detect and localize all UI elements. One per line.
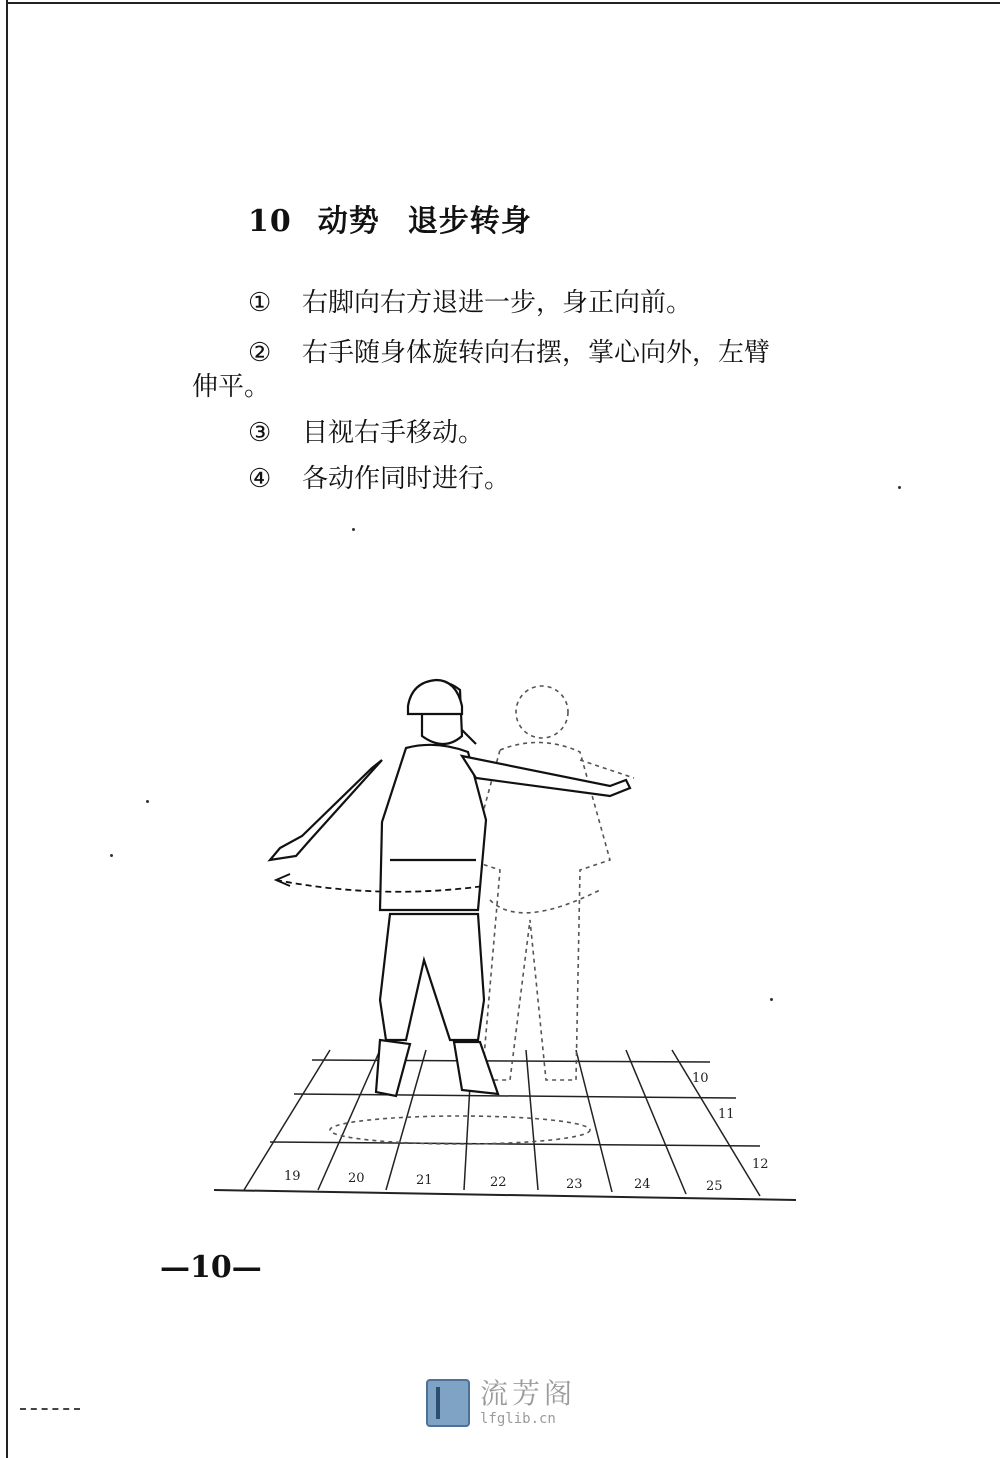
watermark bbox=[426, 1378, 576, 1428]
grid-label: 19 bbox=[284, 1169, 301, 1184]
section-heading bbox=[248, 196, 532, 240]
instruction-2 bbox=[248, 332, 770, 369]
instruction-text: 各动作同时进行。 bbox=[302, 464, 511, 494]
instruction-3 bbox=[248, 412, 484, 449]
grid-label: 12 bbox=[752, 1157, 769, 1172]
instruction-1 bbox=[248, 282, 692, 319]
instruction-text: 伸平。 bbox=[192, 372, 271, 402]
scan-speck bbox=[352, 528, 355, 531]
heading-category: 动势 bbox=[317, 204, 380, 239]
instruction-marker: ② bbox=[248, 338, 272, 368]
scan-speck bbox=[146, 800, 149, 803]
instruction-2-continued bbox=[192, 366, 270, 403]
grid-label: 10 bbox=[692, 1071, 709, 1086]
instruction-marker: ① bbox=[248, 288, 272, 318]
figure-illustration bbox=[200, 660, 820, 1220]
grid-label: 24 bbox=[634, 1177, 651, 1192]
heading-title: 退步转身 bbox=[407, 204, 532, 239]
page-border-left bbox=[6, 0, 8, 1458]
grid-labels-bottom bbox=[284, 1169, 723, 1194]
watermark-title: 流芳阁 bbox=[480, 1377, 577, 1410]
main-figure bbox=[270, 680, 630, 1096]
motion-arrow bbox=[276, 874, 290, 886]
instruction-marker: ④ bbox=[248, 464, 272, 494]
scan-speck bbox=[898, 486, 901, 489]
instruction-4 bbox=[248, 458, 510, 495]
grid-label: 20 bbox=[348, 1171, 365, 1186]
grid-labels-right bbox=[692, 1071, 769, 1172]
grid-label: 11 bbox=[718, 1107, 735, 1122]
heading-number: 10 bbox=[248, 204, 292, 239]
grid-label: 21 bbox=[416, 1173, 433, 1188]
instruction-text: 右手随身体旋转向右摆，掌心向外，左臂 bbox=[302, 338, 771, 368]
instruction-text: 右脚向右方退进一步，身正向前。 bbox=[302, 288, 693, 318]
page-number: —10— bbox=[160, 1250, 262, 1285]
grid-label: 22 bbox=[490, 1175, 507, 1190]
book-icon bbox=[426, 1379, 470, 1427]
scan-artifact-dash bbox=[20, 1408, 80, 1412]
instruction-text: 目视右手移动。 bbox=[302, 418, 485, 448]
grid-label: 25 bbox=[706, 1179, 723, 1194]
page-border-top bbox=[6, 2, 1000, 4]
instruction-marker: ③ bbox=[248, 418, 272, 448]
watermark-url: lfglib.cn bbox=[480, 1411, 556, 1427]
scan-speck bbox=[110, 854, 113, 857]
grid-label: 23 bbox=[566, 1177, 583, 1192]
